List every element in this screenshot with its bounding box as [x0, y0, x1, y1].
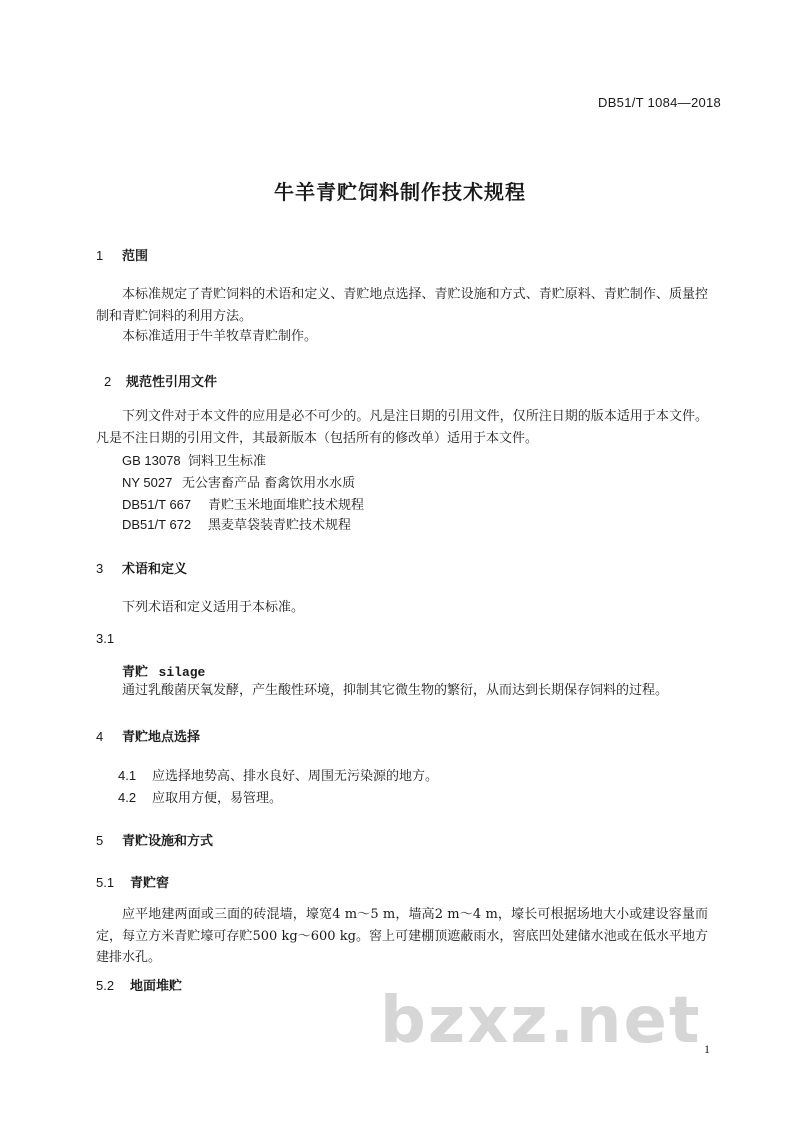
watermark-text: bzxz.net [380, 984, 702, 1058]
reference-name: 饲料卫生标准 [188, 454, 267, 469]
section-1-paragraph-1: 本标准规定了青贮饲料的术语和定义、青贮地点选择、青贮设施和方式、青贮原料、青贮制作、质量控制和青贮饲料的利用方法。 [96, 287, 708, 324]
section-number: 5 [96, 833, 104, 848]
reference-item [122, 515, 351, 536]
subsection-title: 青贮窖 [130, 876, 170, 891]
reference-name: 黑麦草袋装青贮技术规程 [208, 518, 352, 533]
list-item [118, 788, 282, 809]
section-3-heading [96, 558, 187, 577]
term-chinese: 青贮 [122, 665, 149, 680]
item-text: 应取用方便，易管理。 [152, 791, 283, 806]
reference-name: 青贮玉米地面堆贮技术规程 [208, 498, 365, 513]
section-number: 2 [104, 374, 112, 389]
item-number: 4.1 [118, 768, 137, 783]
section-title: 规范性引用文件 [126, 375, 218, 390]
item-number: 4.2 [118, 790, 137, 805]
subsection-5-1-heading [96, 872, 169, 891]
subsection-5-1-paragraph: 应平地建两面或三面的砖混墙，壕宽4 m～5 m，墙高2 m～4 m，壕长可根据场地大小或建设容量而定，每立方米青贮壕可存贮500 kg～600 kg。窖上可建棚顶遮蔽雨水，窖底凹处建储水池或在低水平地方建排水孔。 [96, 907, 708, 965]
section-1-paragraph-2: 本标准适用于牛羊牧草青贮制作。 [122, 329, 318, 344]
section-number: 3 [96, 561, 104, 576]
standard-code: DB51/T 1084—2018 [598, 95, 722, 110]
document-title: 牛羊青贮饲料制作技术规程 [274, 180, 526, 204]
list-item [118, 766, 438, 787]
section-2-heading [104, 371, 217, 390]
reference-item [122, 451, 266, 472]
term-definition: 通过乳酸菌厌氧发酵，产生酸性环境，抑制其它微生物的繁衍，从而达到长期保存饲料的过程。 [122, 683, 669, 698]
term-english: silage [158, 665, 206, 680]
subsection-number: 5.2 [96, 978, 115, 993]
reference-code: DB51/T 672 [122, 517, 192, 532]
reference-code: GB 13078 [122, 453, 181, 468]
section-title: 范围 [122, 249, 149, 264]
subsection-5-2-heading [96, 975, 182, 994]
section-title: 术语和定义 [122, 562, 188, 577]
reference-name: 无公害畜产品 畜禽饮用水水质 [182, 476, 356, 491]
section-title: 青贮设施和方式 [122, 834, 214, 849]
subsection-title: 地面堆贮 [130, 979, 183, 994]
section-1-heading [96, 245, 148, 264]
reference-code: NY 5027 [122, 475, 173, 490]
section-title: 青贮地点选择 [122, 730, 201, 745]
reference-code: DB51/T 667 [122, 497, 192, 512]
page-number: 1 [704, 1042, 710, 1056]
section-3-paragraph-1: 下列术语和定义适用于本标准。 [122, 600, 305, 615]
section-5-heading [96, 830, 213, 849]
item-text: 应选择地势高、排水良好、周围无污染源的地方。 [152, 769, 439, 784]
section-number: 4 [96, 729, 104, 744]
section-2-paragraph-1: 下列文件对于本文件的应用是必不可少的。凡是注日期的引用文件，仅所注日期的版本适用于本文件。凡是不注日期的引用文件，其最新版本（包括所有的修改单）适用于本文件。 [96, 409, 708, 446]
subsection-number: 5.1 [96, 875, 115, 890]
subsection-3-1-number: 3.1 [96, 631, 115, 646]
reference-item [122, 495, 364, 516]
section-4-heading [96, 726, 200, 745]
term-entry [122, 661, 205, 680]
reference-item [122, 473, 355, 494]
section-number: 1 [96, 248, 104, 263]
